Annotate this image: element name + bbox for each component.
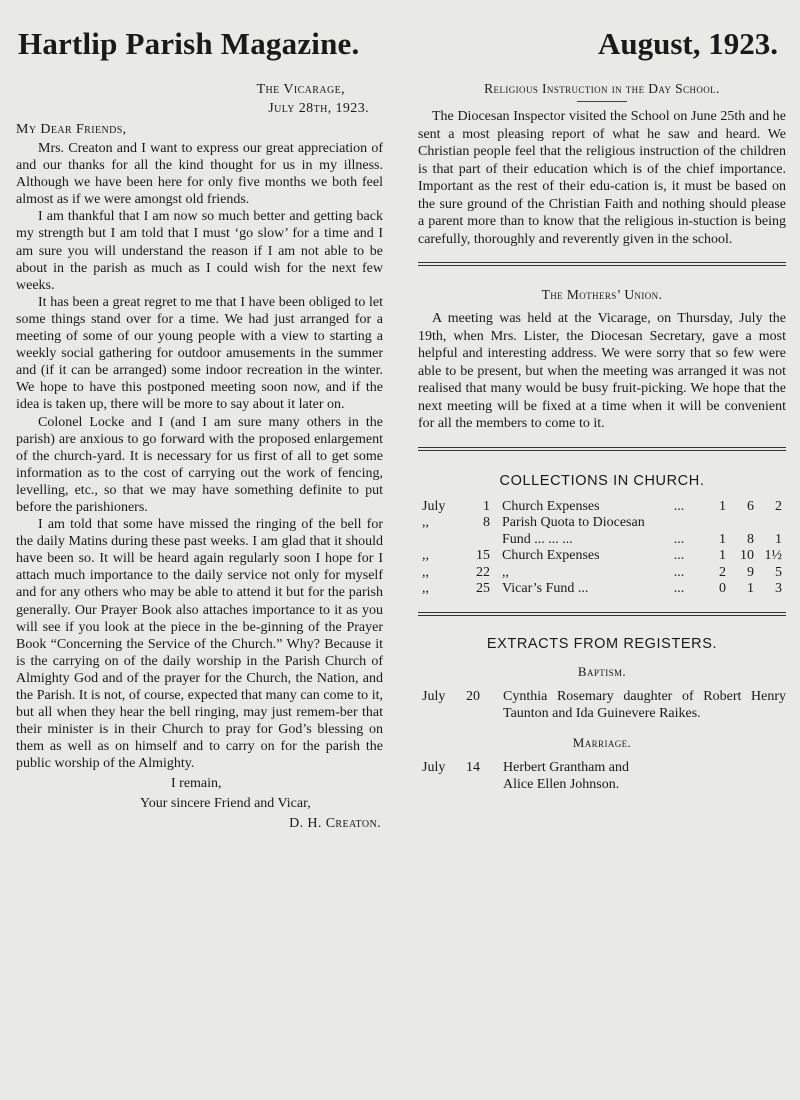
letter-paragraph: It has been a great regret to me that I have been obliged to let some things stand over for a time. We had just arranged for a meeting of some of our young people with a view to starting a weekly social gathering for outdoor amusements in the summer and (if it can be arranged) some indoor recreation in the winter. We hope to have this postponed meeting soon now, and if the idea is taken up, there will be more to say about it later on. bbox=[16, 294, 383, 413]
religious-instruction-title: Religious Instruction in the Day School. bbox=[418, 80, 786, 102]
collection-day-cell: 8 bbox=[483, 515, 490, 530]
collection-dots-cell: ... bbox=[673, 581, 685, 596]
collection-row bbox=[418, 515, 786, 532]
collection-s-cell: 8 bbox=[747, 531, 754, 547]
collection-month-cell: ,, bbox=[422, 548, 429, 563]
magazine-title: Hartlip Parish Magazine. bbox=[18, 26, 360, 61]
entry-month: July bbox=[422, 759, 446, 775]
salutation: My Dear Friends, bbox=[16, 122, 127, 137]
collection-day-cell: 15 bbox=[476, 548, 490, 563]
entry-day: 14 bbox=[466, 759, 480, 775]
collection-l-cell: 0 bbox=[719, 581, 726, 596]
marriage-heading: Marriage. bbox=[572, 734, 632, 750]
collection-d-cell: 2 bbox=[775, 498, 782, 514]
collection-day-cell: 25 bbox=[476, 581, 490, 596]
collection-month-cell: ,, bbox=[422, 581, 429, 596]
notices-column bbox=[418, 80, 786, 794]
entry-day: 20 bbox=[466, 688, 480, 704]
closing-line: I remain, bbox=[171, 776, 222, 792]
collection-s-cell bbox=[726, 515, 754, 532]
letter-paragraph: I am thankful that I am now so much better and getting back my strength but I am told that I must ‘go slow’ for a time and I am sure you will understand the reason if I am not able to be about in the parish as much as I could wish for the next few weeks. bbox=[16, 209, 383, 293]
collection-row bbox=[418, 581, 786, 598]
collection-d-cell bbox=[754, 515, 786, 532]
issue-date: August, 1923. bbox=[597, 26, 778, 61]
collections-title: COLLECTIONS IN CHURCH. bbox=[499, 472, 705, 489]
section-divider bbox=[418, 447, 786, 451]
collection-desc-cell: Church Expenses bbox=[502, 548, 600, 563]
collection-row bbox=[418, 565, 786, 582]
registers-title: EXTRACTS FROM REGISTERS. bbox=[486, 635, 718, 652]
marriage-entry bbox=[418, 759, 786, 794]
collection-d-cell: 1 bbox=[775, 531, 782, 547]
collection-row bbox=[418, 499, 786, 516]
section-divider bbox=[418, 612, 786, 616]
collection-l-cell: 1 bbox=[719, 548, 726, 563]
collection-dots-cell bbox=[660, 515, 698, 532]
letter-address bbox=[16, 80, 383, 118]
collection-row bbox=[418, 548, 786, 565]
collection-desc-cell: Parish Quota to Diocesan bbox=[502, 515, 645, 530]
collection-month-cell: ,, bbox=[422, 564, 429, 580]
entry-text: Cynthia Rosemary daughter of Robert Henry Taunton and Ida Guinevere Raikes. bbox=[503, 688, 786, 721]
collection-day-cell: 22 bbox=[476, 564, 490, 580]
letter-paragraph: I am told that some have missed the ringing of the bell for the daily Matins during these past weeks. I am glad that it should have been so. It will be heard again regularly soon I hope for I attach much importance to the daily service not only for myself and for any others who may be able to attend it but for the parish generally. Our Prayer Book also attaches importance to it as you will see if you look at the piece in the be-ginning of the Prayer Book “Concerning the Service of the Church.” Why? Because it is the carrying on of the daily worship in the Parish Church of Almighty God and of the prayer for the Church, the Nation, and the Parish. It is not, of course, expected that many can come to it, but all when they hear the bell ringing, may just remem-ber that their minister is in their Church to pray for God’s blessing on them as well as on himself and to carry on for the parish the public worship of the Almighty. bbox=[16, 517, 383, 772]
collection-dots-cell: ... bbox=[673, 548, 685, 563]
entry-text bbox=[503, 759, 786, 794]
section-divider bbox=[418, 262, 786, 266]
collection-day-cell bbox=[462, 532, 502, 549]
mothers-union-body: A meeting was held at the Vicarage, on Thursday, July the 19th, when Mrs. Lister, the Diocesan Secretary, gave a most helpful and interesting address. We were sorry that so few were able to be present, but when the meeting was arranged it was not realised that many would be busy fruit-picking. We hope that the next meeting will be fixed at a time when it will be convenient for all the members to come to it. bbox=[418, 311, 786, 431]
collection-month-cell bbox=[418, 532, 462, 549]
collections-table bbox=[418, 499, 786, 598]
baptism-heading: Baptism. bbox=[577, 663, 627, 679]
collection-day-cell: 1 bbox=[483, 498, 490, 514]
collection-month-cell: ,, bbox=[422, 515, 429, 530]
collection-month-cell: July bbox=[422, 498, 446, 514]
collection-d-cell: 1½ bbox=[764, 548, 782, 563]
letter-paragraph: Mrs. Creaton and I want to express our great appreciation of and our thanks for all the kind thought for us in my illness. Although we have been here for only five months we both feel almost as if we were amongst old friends. bbox=[16, 141, 383, 208]
religious-instruction-body: The Diocesan Inspector visited the School on June 25th and he sent a most pleasing report of what he saw and heard. We Christian people feel that the religious instruction of the children is that part of their education which is of the chief importance. Important as the rest of their edu-cation is, it must be based on the sure ground of the Christian Faith and nothing should please a parent more than to know that the religious in-stuction is being carefully, thoroughly and reverently given in the school. bbox=[418, 109, 786, 247]
letter-body bbox=[16, 140, 383, 772]
collection-desc-cell: Fund ... ... ... bbox=[502, 531, 573, 547]
collection-s-cell: 9 bbox=[747, 564, 754, 580]
collection-s-cell: 6 bbox=[747, 498, 754, 514]
letter-date: July 28th, 1923. bbox=[268, 101, 369, 116]
masthead bbox=[18, 26, 778, 66]
collection-desc-cell: Church Expenses bbox=[502, 498, 600, 514]
collection-dots-cell: ... bbox=[673, 531, 685, 547]
closing-line: Your sincere Friend and Vicar, bbox=[140, 796, 311, 812]
vicar-letter-column bbox=[16, 80, 383, 834]
collection-l-cell: 1 bbox=[719, 531, 726, 547]
collection-l-cell bbox=[698, 515, 726, 532]
collection-d-cell: 3 bbox=[775, 581, 782, 596]
collection-desc-cell: ,, bbox=[502, 564, 509, 580]
entry-line: Alice Ellen Johnson. bbox=[503, 777, 620, 792]
collection-desc-cell: Vicar’s Fund ... bbox=[502, 581, 589, 596]
address-line: The Vicarage, bbox=[256, 82, 345, 97]
collection-dots-cell: ... bbox=[673, 498, 685, 514]
letter-paragraph: Colonel Locke and I (and I am sure many others in the parish) are anxious to go forward with the proposed enlargement of the church-yard. It is necessary for us first of all to get some information as to the cost of carrying out the work of fencing, levelling, etc., so that we may have something definite to put before the parishioners. bbox=[16, 414, 383, 515]
collection-l-cell: 1 bbox=[719, 498, 726, 514]
baptism-entry bbox=[418, 688, 786, 723]
entry-month: July bbox=[422, 688, 446, 704]
collection-l-cell: 2 bbox=[719, 564, 726, 580]
signature: D. H. Creaton. bbox=[289, 816, 381, 832]
collection-dots-cell: ... bbox=[673, 564, 685, 580]
collection-d-cell: 5 bbox=[775, 564, 782, 580]
mothers-union-title: The Mothers’ Union. bbox=[541, 287, 663, 302]
entry-line: Herbert Grantham and bbox=[503, 759, 629, 775]
collection-s-cell: 1 bbox=[747, 581, 754, 596]
letter-closing bbox=[16, 774, 383, 834]
collection-s-cell: 10 bbox=[740, 548, 754, 563]
collection-row bbox=[418, 532, 786, 549]
